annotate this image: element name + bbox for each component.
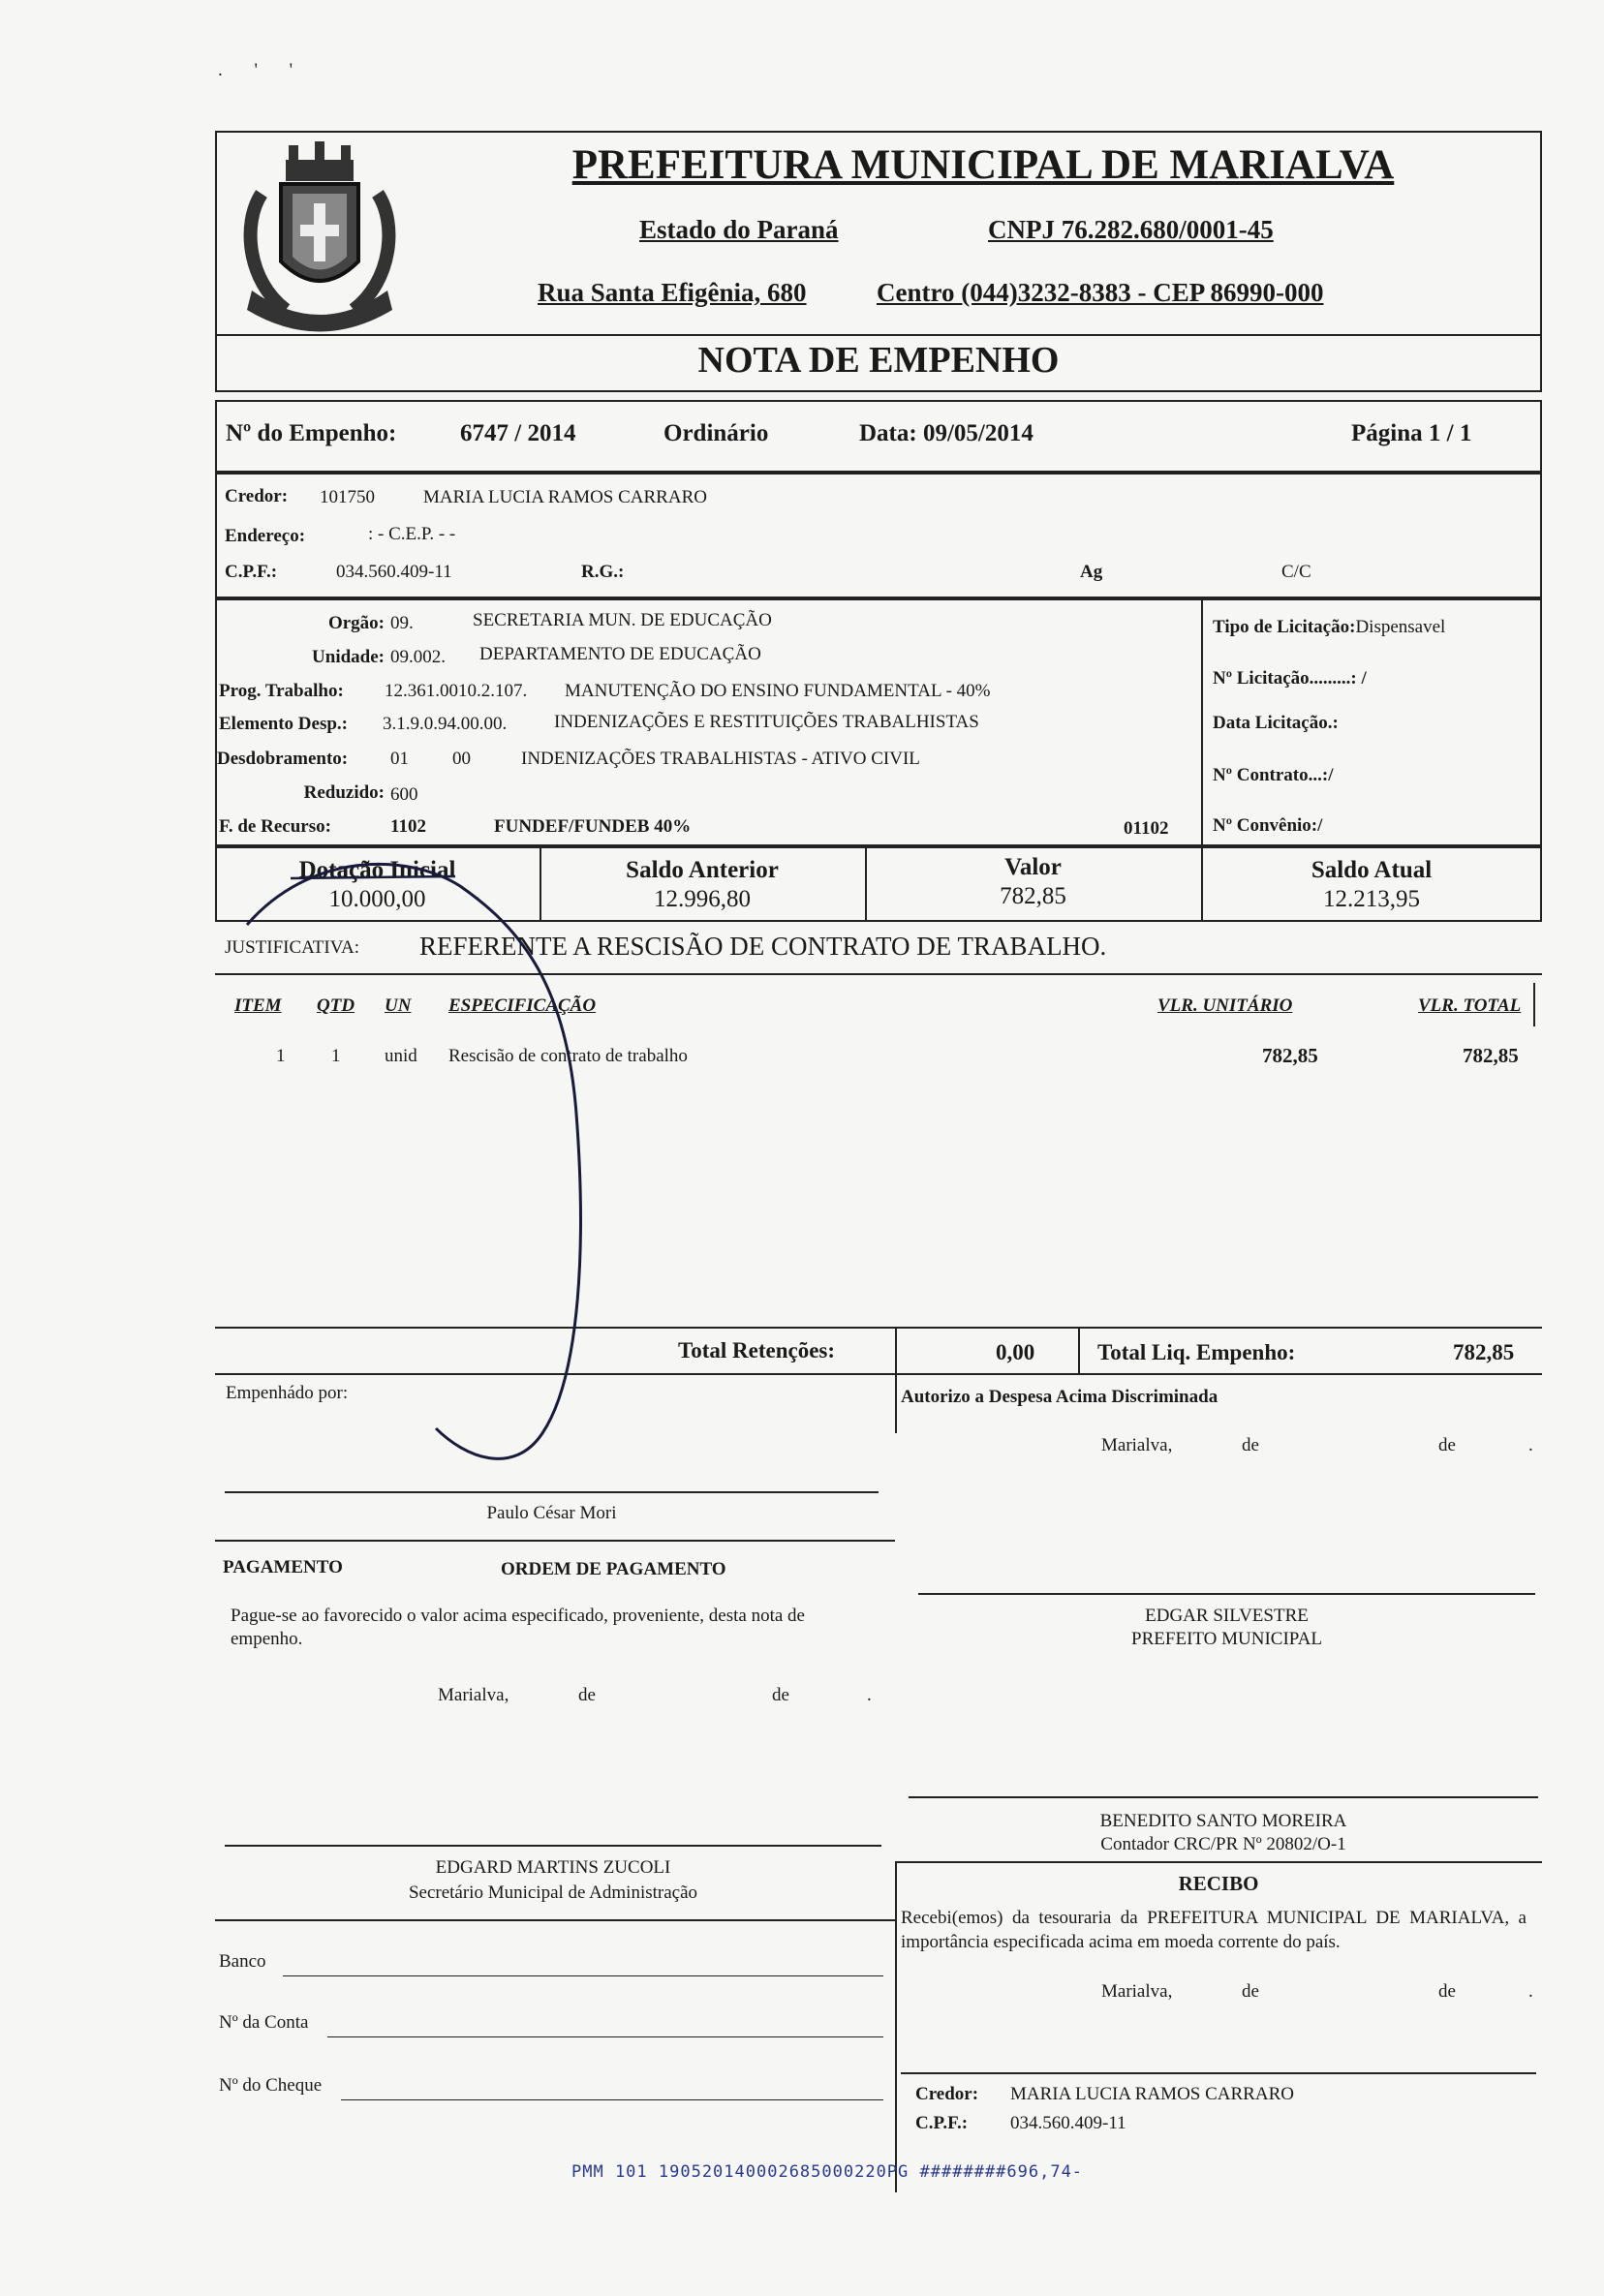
justificativa-label: JUSTIFICATIVA:: [225, 937, 360, 958]
liq-label: Total Liq. Empenho:: [1097, 1340, 1296, 1364]
address-label: Rua Santa Efigênia, 680: [538, 278, 807, 307]
recibo-text: Recebi(emos) da tesouraria da PREFEITURA MUNICIPAL DE MARIALVA, a importância especificada acima em moeda corrente do país.: [901, 1908, 1527, 1952]
creditor-address: : - C.E.P. - -: [368, 524, 456, 544]
banco-label: Banco: [219, 1951, 266, 1972]
conta-label: Nº da Conta: [219, 2012, 309, 2033]
secretario-role: Secretário Municipal de Administração: [408, 1883, 698, 1903]
item-qty: 1: [331, 1046, 341, 1066]
empenho-number-label: Nº do Empenho:: [226, 420, 397, 446]
doc-title: NOTA DE EMPENHO: [697, 340, 1060, 381]
retencoes-value: 0,00: [996, 1340, 1035, 1364]
page-number: Página 1 / 1: [1351, 420, 1472, 446]
item-number: 1: [276, 1046, 286, 1066]
state-label: Estado do Paraná: [639, 215, 839, 244]
retencoes-label: Total Retenções:: [678, 1338, 836, 1362]
empenho-type: Ordinário: [663, 420, 769, 446]
liq-value: 782,85: [1453, 1340, 1515, 1364]
pagamento-label: PAGAMENTO: [223, 1557, 343, 1577]
saldo-anterior-value: 12.996,80: [654, 886, 751, 912]
empenho-number: 6747 / 2014: [460, 420, 576, 446]
empenhado-signer: Paulo César Mori: [486, 1503, 617, 1523]
footer-credor-name: MARIA LUCIA RAMOS CARRARO: [1010, 2084, 1294, 2104]
scan-marks: . ' ': [218, 60, 307, 80]
prog-name: MANUTENÇÃO DO ENSINO FUNDAMENTAL - 40%: [565, 681, 991, 701]
contador-name: BENEDITO SANTO MOREIRA: [1099, 1811, 1347, 1831]
recibo-label: RECIBO: [1178, 1872, 1259, 1895]
cheque-label: Nº do Cheque: [219, 2075, 323, 2096]
prefeito-role: PREFEITO MUNICIPAL: [1131, 1629, 1322, 1649]
saldo-atual-label: Saldo Atual: [1311, 857, 1433, 883]
district-phone-label: Centro (044)3232-8383 - CEP 86990-000: [877, 278, 1324, 307]
cnpj-label: CNPJ 76.282.680/0001-45: [988, 215, 1274, 244]
dotacao-value: 10.000,00: [328, 886, 426, 912]
tipo-licitacao: Tipo de Licitação:Dispensavel: [1213, 617, 1446, 637]
valor-value: 782,85: [1000, 883, 1066, 909]
empenho-date: Data: 09/05/2014: [859, 420, 1033, 446]
contador-role: Contador CRC/PR Nº 20802/O-1: [1100, 1834, 1346, 1854]
autorizo-label: Autorizo a Despesa Acima Discriminada: [901, 1387, 1218, 1407]
creditor-name: MARIA LUCIA RAMOS CARRARO: [423, 487, 707, 507]
justificativa-text: REFERENTE A RESCISÃO DE CONTRATO DE TRABALHO.: [419, 932, 1107, 961]
creditor-cpf: 034.560.409-11: [336, 562, 452, 582]
desd-name: INDENIZAÇÕES TRABALHISTAS - ATIVO CIVIL: [521, 749, 920, 769]
item-total-value: 782,85: [1463, 1044, 1519, 1067]
ordem-pagamento-label: ORDEM DE PAGAMENTO: [501, 1559, 726, 1579]
secretario-name: EDGARD MARTINS ZUCOLI: [435, 1857, 671, 1878]
pagamento-text: Pague-se ao favorecido o valor acima especificado, proveniente, desta nota de empenho.: [231, 1606, 805, 1649]
empenhado-label: Empenhádo por:: [226, 1383, 349, 1403]
creditor-code: 101750: [320, 487, 375, 507]
unidade-name: DEPARTAMENTO DE EDUCAÇÃO: [479, 644, 761, 664]
item-unit-value: 782,85: [1262, 1044, 1318, 1067]
prefeito-name: EDGAR SILVESTRE: [1145, 1606, 1309, 1626]
saldo-anterior-label: Saldo Anterior: [626, 857, 779, 883]
footer-code: PMM 101 190520140002685000220PG ########696,74-: [571, 2162, 1084, 2182]
item-unit: unid: [385, 1046, 417, 1066]
elem-name: INDENIZAÇÕES E RESTITUIÇÕES TRABALHISTAS: [554, 712, 979, 732]
orgao-name: SECRETARIA MUN. DE EDUCAÇÃO: [473, 610, 772, 630]
dotacao-label: Dotação Inicial: [298, 857, 456, 883]
item-spec: Rescisão de contrato de trabalho: [448, 1046, 688, 1066]
valor-label: Valor: [1004, 854, 1062, 880]
page-title: PREFEITURA MUNICIPAL DE MARIALVA: [571, 142, 1395, 188]
saldo-atual-value: 12.213,95: [1323, 886, 1420, 912]
footer-cpf: 034.560.409-11: [1010, 2113, 1126, 2133]
